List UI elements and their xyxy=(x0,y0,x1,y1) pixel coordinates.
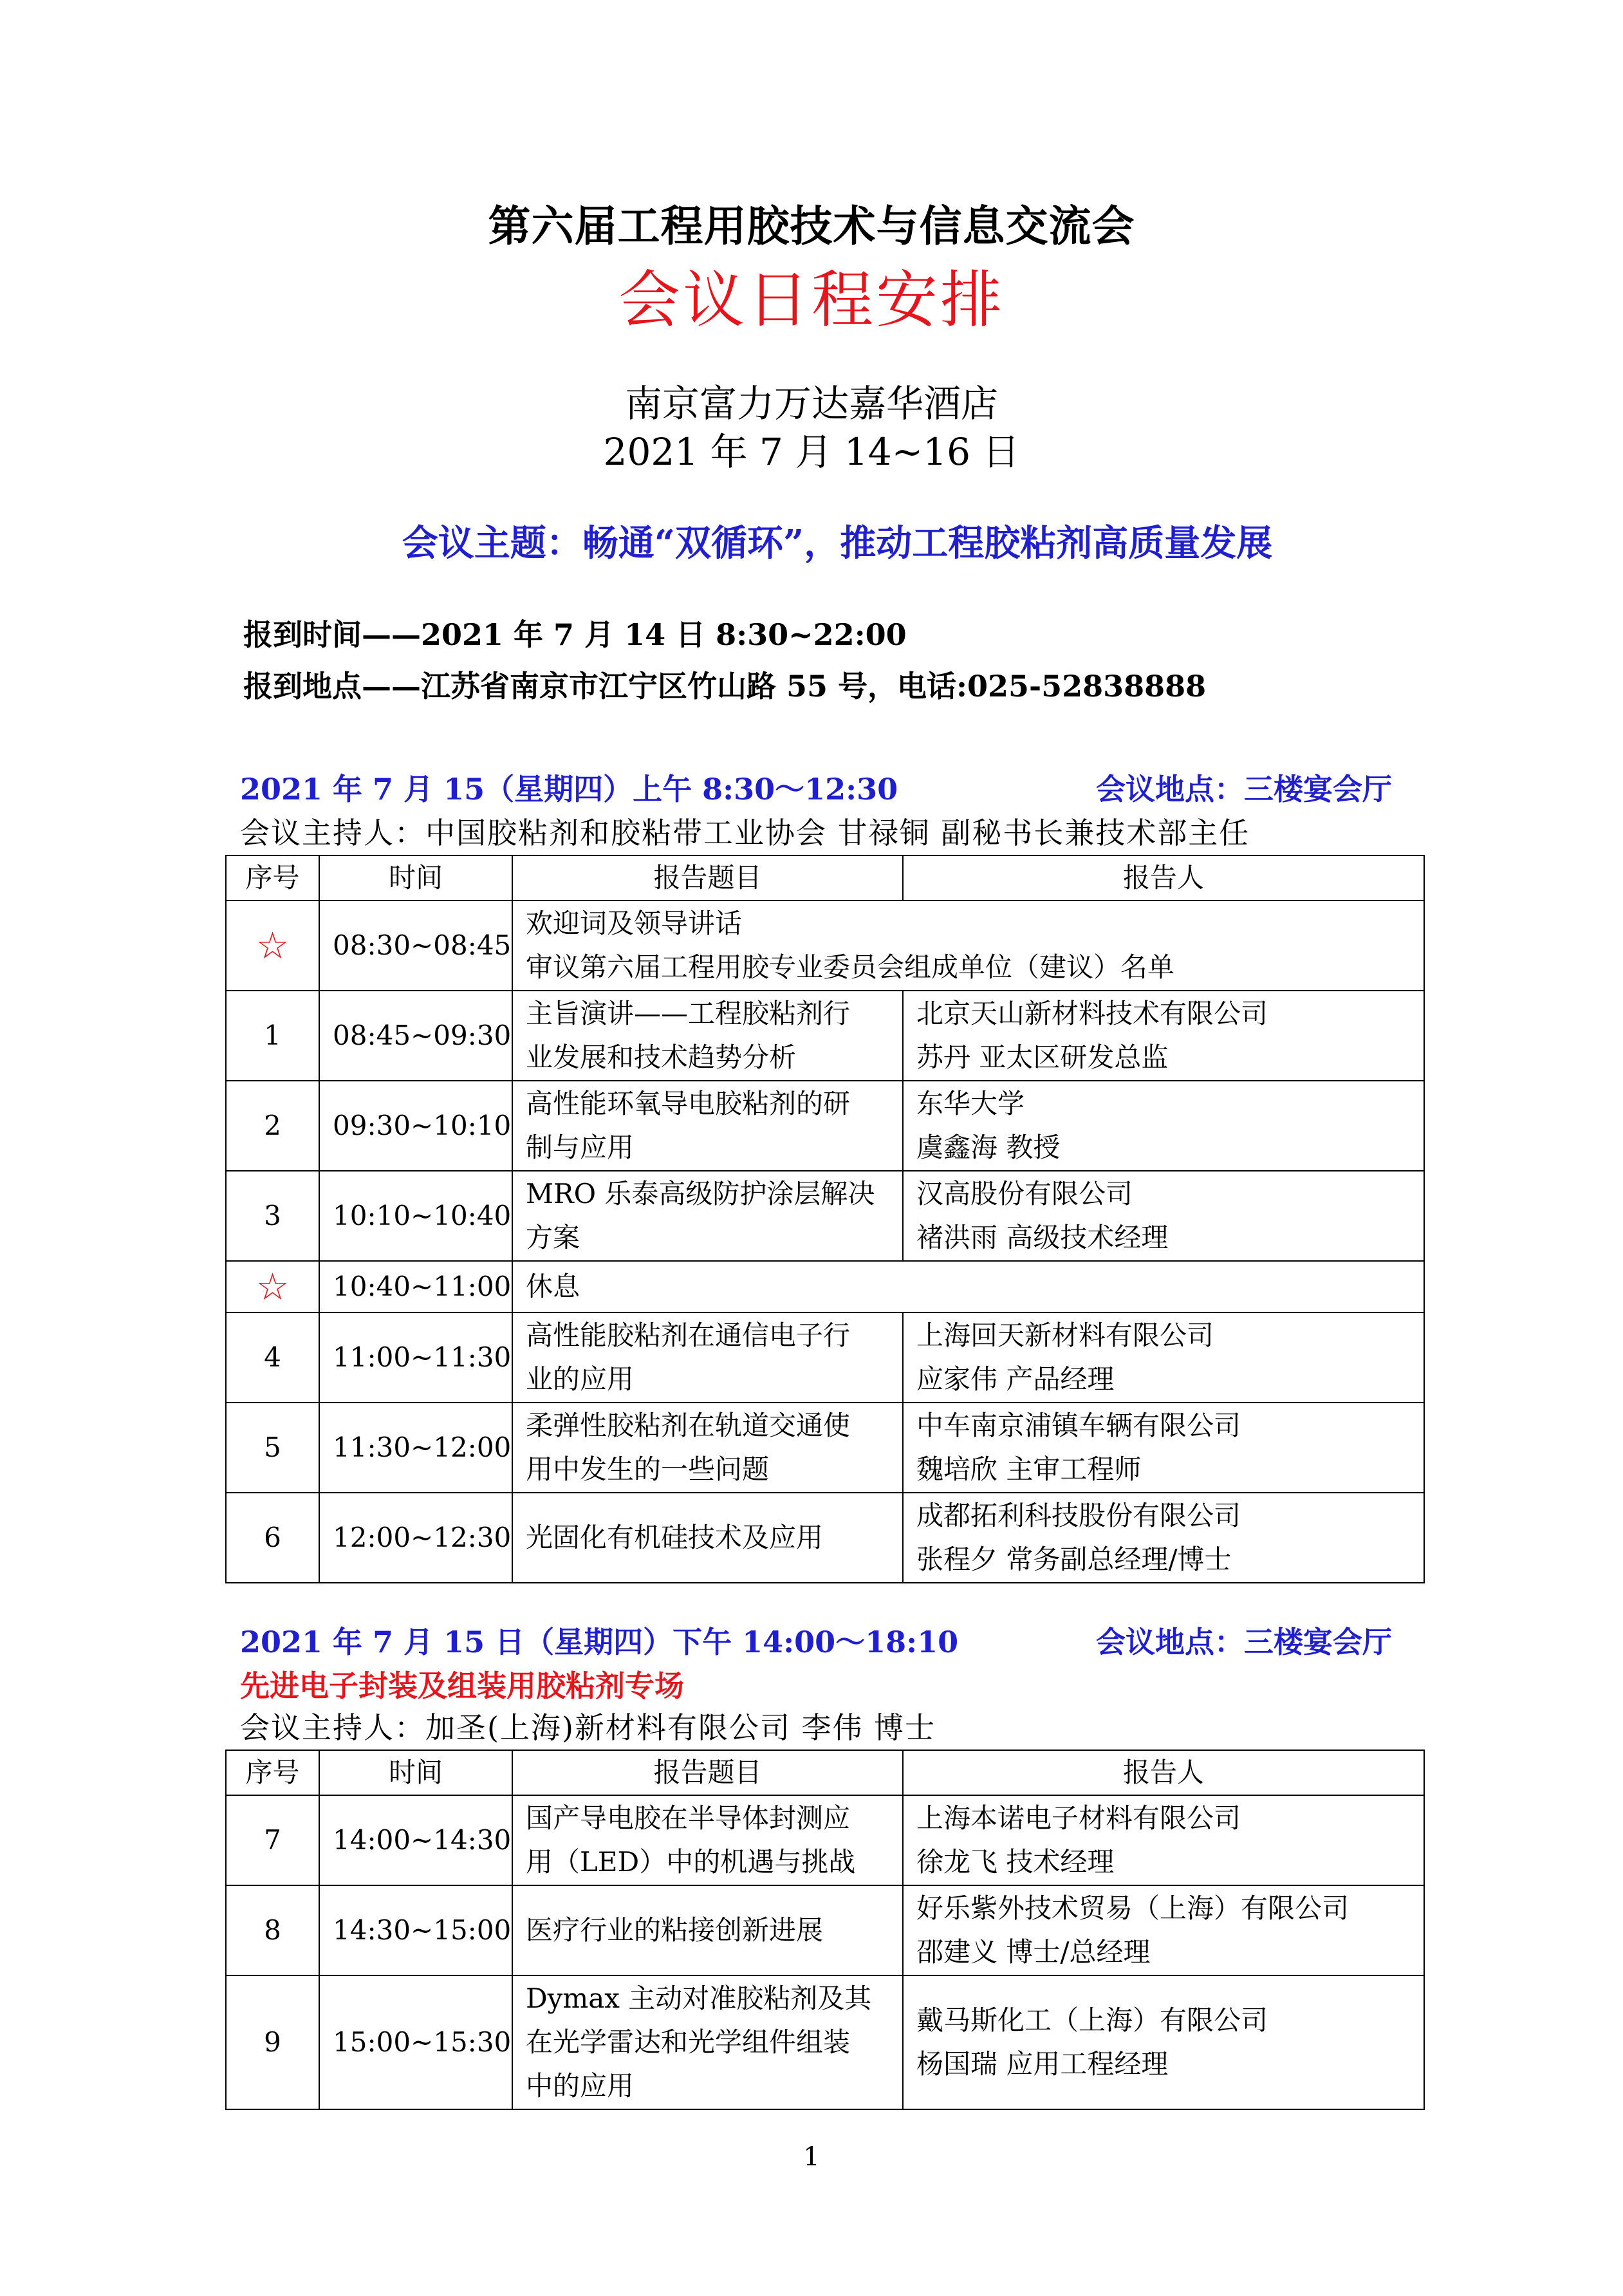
row-no: 1 xyxy=(226,991,319,1081)
speaker-org: 汉高股份有限公司 xyxy=(916,1178,1133,1209)
row-title-line: 光固化有机硅技术及应用 xyxy=(526,1522,824,1553)
speaker-org: 上海本诺电子材料有限公司 xyxy=(916,1802,1241,1834)
table-header-row xyxy=(226,855,1424,901)
row-no: 3 xyxy=(226,1171,319,1261)
row-title-line: 审议第六届工程用胶专业委员会组成单位（建议）名单 xyxy=(526,951,1175,983)
row-title xyxy=(512,1171,903,1261)
row-time: 09:30~10:10 xyxy=(319,1081,512,1171)
row-no: 2 xyxy=(226,1081,319,1171)
registration-place: 报到地点——江苏省南京市江宁区竹山路 55 号，电话:025-52838888 xyxy=(243,669,1207,704)
speaker-name: 魏培欣 主审工程师 xyxy=(916,1453,1142,1485)
table-row xyxy=(226,1795,1424,1885)
speaker-org: 好乐紫外技术贸易（上海）有限公司 xyxy=(916,1892,1349,1924)
speaker-name: 应家伟 产品经理 xyxy=(916,1363,1115,1395)
row-title-line: 休息 xyxy=(526,1271,580,1302)
row-speaker xyxy=(903,1081,1424,1171)
row-title xyxy=(512,1885,903,1975)
row-title xyxy=(512,901,1424,991)
row-title-line: 医疗行业的粘接创新进展 xyxy=(526,1914,824,1946)
row-title-line: 方案 xyxy=(526,1222,580,1253)
row-no: 8 xyxy=(226,1885,319,1975)
table-row xyxy=(226,1312,1424,1403)
row-title-line: 在光学雷达和光学组件组装 xyxy=(526,2026,851,2058)
row-speaker xyxy=(903,1312,1424,1403)
row-no: 6 xyxy=(226,1493,319,1583)
session1-host: 会议主持人：中国胶粘剂和胶粘带工业协会 甘禄铜 副秘书长兼技术部主任 xyxy=(240,816,1250,850)
row-title-line: 柔弹性胶粘剂在轨道交通使 xyxy=(526,1410,851,1441)
schedule-title: 会议日程安排 xyxy=(618,264,1005,336)
session1-location: 会议地点：三楼宴会厅 xyxy=(1096,772,1392,807)
table-row xyxy=(226,1493,1424,1583)
row-time: 14:30~15:00 xyxy=(319,1885,512,1975)
speaker-org: 中车南京浦镇车辆有限公司 xyxy=(916,1410,1241,1441)
row-title-line: 用（LED）中的机遇与挑战 xyxy=(526,1846,856,1878)
col-speaker: 报告人 xyxy=(903,1750,1424,1795)
row-title xyxy=(512,1975,903,2109)
row-title-line: 国产导电胶在半导体封测应 xyxy=(526,1802,851,1834)
row-no: 5 xyxy=(226,1403,319,1493)
session1-heading xyxy=(240,766,1392,808)
session2-special-track: 先进电子封装及组装用胶粘剂专场 xyxy=(240,1668,684,1703)
table-row xyxy=(226,1403,1424,1493)
speaker-name: 杨国瑞 应用工程经理 xyxy=(916,2048,1169,2080)
speaker-org: 戴马斯化工（上海）有限公司 xyxy=(916,2004,1268,2036)
speaker-name: 虞鑫海 教授 xyxy=(916,1132,1061,1163)
table-row xyxy=(226,901,1424,991)
row-title xyxy=(512,1493,903,1583)
speaker-name: 徐龙飞 技术经理 xyxy=(916,1846,1115,1878)
row-title xyxy=(512,1795,903,1885)
row-speaker xyxy=(903,1885,1424,1975)
row-title-line: Dymax 主动对准胶粘剂及其 xyxy=(526,1983,872,2014)
col-title: 报告题目 xyxy=(512,855,903,901)
session2-time: 2021 年 7 月 15 日（星期四）下午 14:00～18:10 xyxy=(240,1625,959,1659)
row-title-line: 用中发生的一些问题 xyxy=(526,1453,770,1485)
row-title xyxy=(512,1312,903,1403)
row-time: 14:00~14:30 xyxy=(319,1795,512,1885)
row-time: 15:00~15:30 xyxy=(319,1975,512,2109)
session2-location: 会议地点：三楼宴会厅 xyxy=(1096,1625,1392,1659)
row-title xyxy=(512,991,903,1081)
speaker-org: 北京天山新材料技术有限公司 xyxy=(916,998,1268,1029)
row-time: 12:00~12:30 xyxy=(319,1493,512,1583)
row-title-line: 高性能环氧导电胶粘剂的研 xyxy=(526,1088,851,1119)
speaker-name: 张程夕 常务副总经理/博士 xyxy=(916,1544,1232,1575)
table-header-row xyxy=(226,1750,1424,1795)
speaker-org: 上海回天新材料有限公司 xyxy=(916,1320,1214,1351)
row-time: 11:30~12:00 xyxy=(319,1403,512,1493)
row-no: 7 xyxy=(226,1795,319,1885)
speaker-name: 邵建义 博士/总经理 xyxy=(916,1936,1151,1968)
table-row xyxy=(226,1975,1424,2109)
row-no: 4 xyxy=(226,1312,319,1403)
row-speaker xyxy=(903,1795,1424,1885)
session2-host: 会议主持人：加圣(上海)新材料有限公司 李伟 博士 xyxy=(240,1710,936,1745)
conference-theme: 会议主题：畅通“双循环”，推动工程胶粘剂高质量发展 xyxy=(402,522,1273,565)
row-speaker xyxy=(903,1403,1424,1493)
col-time: 时间 xyxy=(319,1750,512,1795)
row-time: 10:40~11:00 xyxy=(319,1261,512,1312)
row-speaker xyxy=(903,1493,1424,1583)
row-speaker xyxy=(903,1975,1424,2109)
speaker-name: 褚洪雨 高级技术经理 xyxy=(916,1222,1169,1253)
row-title-line: 中的应用 xyxy=(526,2070,635,2102)
row-time: 08:45~09:30 xyxy=(319,991,512,1081)
row-title-line: 欢迎词及领导讲话 xyxy=(526,908,743,939)
row-title-line: 业的应用 xyxy=(526,1363,635,1395)
col-title: 报告题目 xyxy=(512,1750,903,1795)
session2-table xyxy=(225,1750,1425,2110)
page-number: 1 xyxy=(803,2142,820,2172)
table-row xyxy=(226,1885,1424,1975)
conference-title: 第六届工程用胶技术与信息交流会 xyxy=(488,201,1135,251)
row-title-line: MRO 乐泰高级防护涂层解决 xyxy=(526,1178,875,1209)
speaker-org: 东华大学 xyxy=(916,1088,1025,1119)
table-row xyxy=(226,1261,1424,1312)
row-no: 9 xyxy=(226,1975,319,2109)
row-title-line: 业发展和技术趋势分析 xyxy=(526,1041,797,1073)
row-title-line: 制与应用 xyxy=(526,1132,635,1163)
col-time: 时间 xyxy=(319,855,512,901)
row-title xyxy=(512,1403,903,1493)
row-time: 08:30~08:45 xyxy=(319,901,512,991)
row-speaker xyxy=(903,1171,1424,1261)
conference-date: 2021 年 7 月 14~16 日 xyxy=(603,430,1020,474)
row-time: 10:10~10:40 xyxy=(319,1171,512,1261)
row-speaker xyxy=(903,991,1424,1081)
session1-time: 2021 年 7 月 15（星期四）上午 8:30～12:30 xyxy=(240,772,898,807)
table-row xyxy=(226,1171,1424,1261)
star-icon: ☆ xyxy=(226,901,319,991)
session1-table xyxy=(225,855,1425,1583)
registration-time: 报到时间——2021 年 7 月 14 日 8:30~22:00 xyxy=(243,617,907,652)
star-icon: ☆ xyxy=(226,1261,319,1312)
speaker-org: 成都拓利科技股份有限公司 xyxy=(916,1500,1241,1531)
table-row xyxy=(226,1081,1424,1171)
row-title xyxy=(512,1081,903,1171)
col-no: 序号 xyxy=(226,1750,319,1795)
col-speaker: 报告人 xyxy=(903,855,1424,901)
table-row xyxy=(226,991,1424,1081)
row-title-line: 主旨演讲——工程胶粘剂行 xyxy=(526,998,851,1029)
venue: 南京富力万达嘉华酒店 xyxy=(624,382,998,425)
speaker-name: 苏丹 亚太区研发总监 xyxy=(916,1041,1169,1073)
row-time: 11:00~11:30 xyxy=(319,1312,512,1403)
session2-heading xyxy=(240,1619,1392,1661)
row-title-line: 高性能胶粘剂在通信电子行 xyxy=(526,1320,851,1351)
col-no: 序号 xyxy=(226,855,319,901)
row-title xyxy=(512,1261,1424,1312)
